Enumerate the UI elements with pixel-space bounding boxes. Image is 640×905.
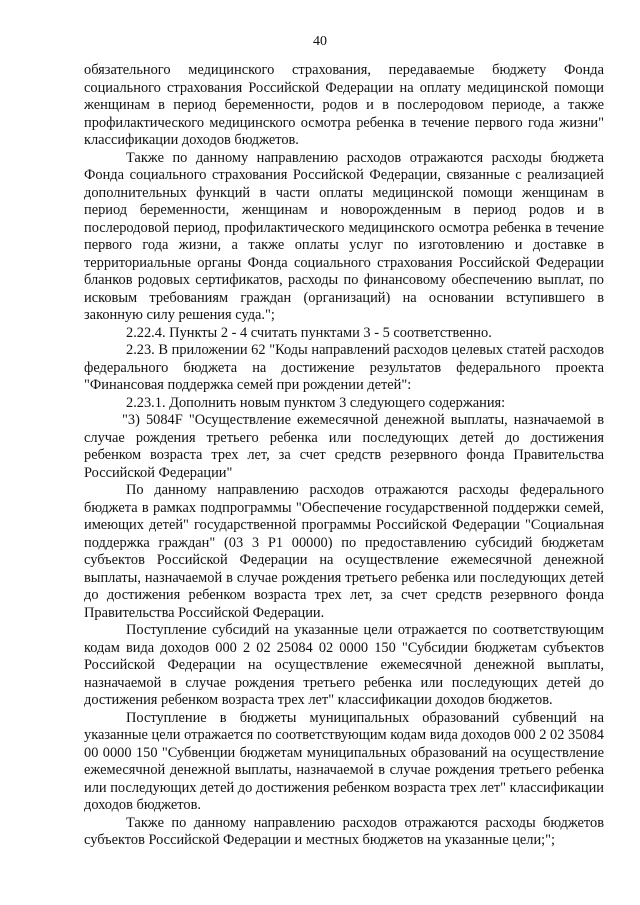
paragraph-continuation: обязательного медицинского страхования, передаваемые бюджету Фонда социального страхования Российской Федерации на оплату медицинской помощи женщинам в период беременности, родов и в послеродовом периоде, а также профилактического медицинского осмотра ребенка в течение первого года жизни" классификации доходов бюджетов.: [84, 62, 604, 148]
paragraph-federal-expenses: По данному направлению расходов отражаются расходы федерального бюджета в рамках подпрограммы "Обеспечение государственной поддержки семей, имеющих детей" государственной программы Российской Федерации "Социальная поддержка граждан" (03 3 P1 00000) по предоставлению субсидий бюджетам субъектов Российской Федерации на осуществление ежемесячной денежной выплаты, назначаемой в случае рождения третьего ребенка или последующих детей до достижения ребенком возраста трех лет, за счет средств резервного фонда Правительства Российской Федерации.: [84, 482, 604, 621]
paragraph-regional-expenses: Также по данному направлению расходов отражаются расходы бюджетов субъектов Российской Федерации и местных бюджетов на указанные цели;";: [84, 814, 604, 848]
paragraph-5084f-code: "3) 5084F "Осуществление ежемесячной денежной выплаты, назначаемой в случае рождения третьего ребенка или последующих детей до достижения ребенком возраста трех лет, за счет средств резервного фонда Правительства Российской Федерации": [84, 412, 604, 481]
page-number: 40: [313, 34, 327, 49]
paragraph-subsidies-income: Поступление субсидий на указанные цели отражается по соответствующим кодам вида доходов 000 2 02 25084 02 0000 150 "Субсидии бюджетам субъектов Российской Федерации на осуществление ежемесячной денежной выплаты, назначаемой в случае рождения третьего ребенка или последующих детей до достижения ребенком возраста трех лет" классификации доходов бюджетов.: [84, 622, 604, 708]
paragraph-fss-expenses: Также по данному направлению расходов отражаются расходы бюджета Фонда социального страхования Российской Федерации, связанные с реализацией дополнительных функций в части оплаты медицинской помощи женщинам в период беременности, женщинам и новорожденным в период родов и в послеродовой период, профилактического медицинского осмотра ребенка в течение первого года жизни, а также оплаты услуг по изготовлению и доставке в территориальные органы Фонда социального страхования Российской Федерации бланков родовых сертификатов, расходы по финансовому обеспечению выплат, по исковым требованиям граждан (организаций) на основании вступившего в законную силу решения суда.";: [84, 149, 604, 323]
paragraph-2-22-4: 2.22.4. Пункты 2 - 4 считать пунктами 3 - 5 соответственно.: [126, 324, 492, 341]
document-body: [84, 62, 604, 850]
paragraph-2-23-1: 2.23.1. Дополнить новым пунктом 3 следующего содержания:: [126, 394, 506, 411]
paragraph-subventions-income: Поступление в бюджеты муниципальных образований субвенций на указанные цели отражается по соответствующим кодам вида доходов 000 2 02 35084 00 0000 150 "Субвенции бюджетам муниципальных образований на осуществление ежемесячной денежной выплаты, назначаемой в случае рождения третьего ребенка или последующих детей до достижения ребенком возраста трех лет" классификации доходов бюджетов.: [84, 709, 604, 813]
paragraph-2-23: 2.23. В приложении 62 "Коды направлений расходов целевых статей расходов федерального бюджета на достижение результатов федерального проекта "Финансовая поддержка семей при рождении детей":: [84, 342, 604, 393]
